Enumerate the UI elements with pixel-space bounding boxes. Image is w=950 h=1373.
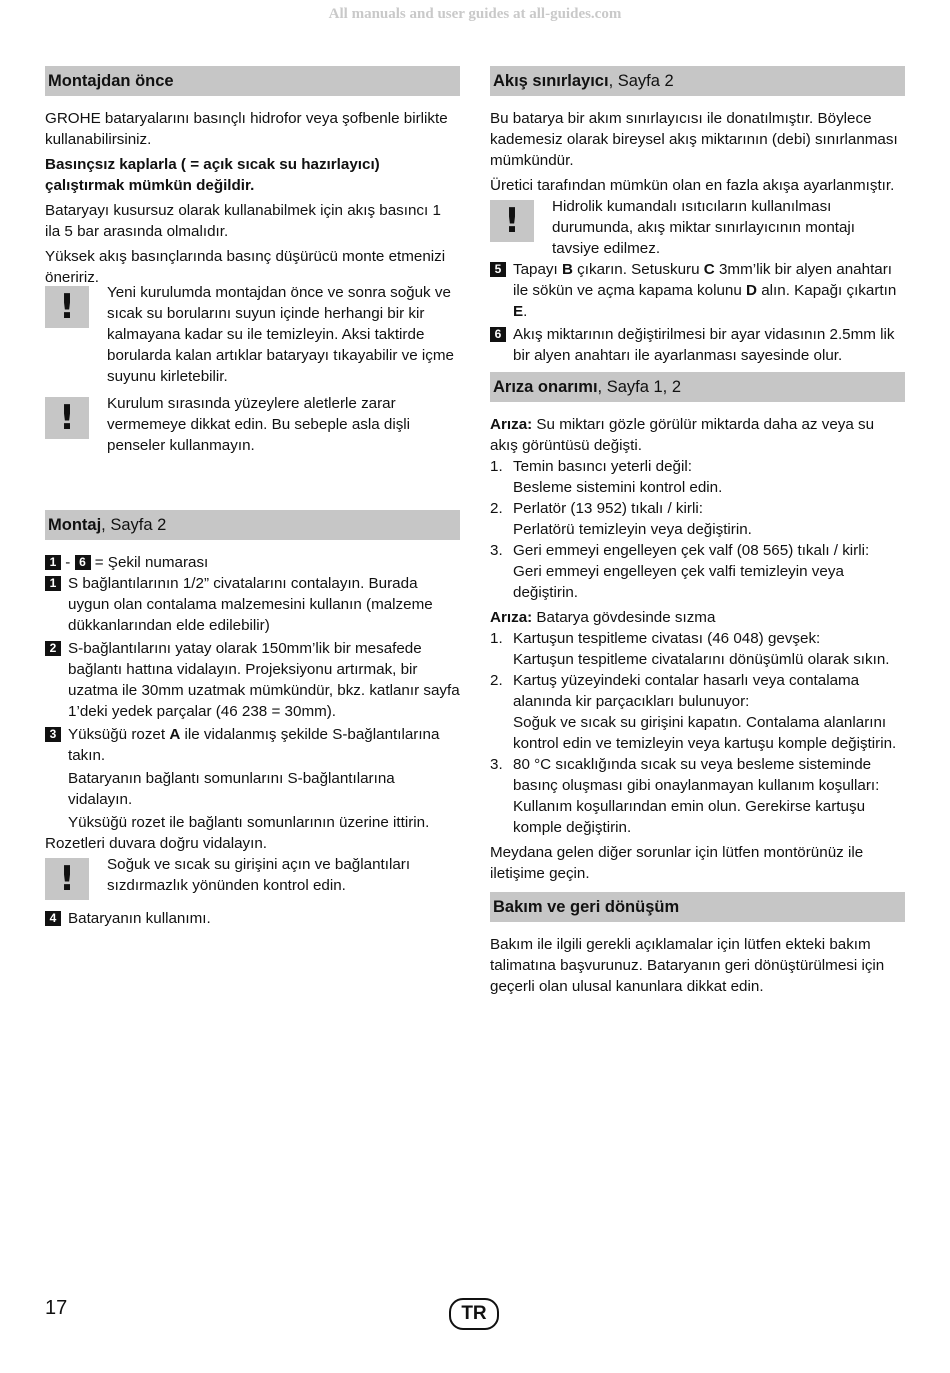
figure-number-badge: 6 [490,327,506,342]
paragraph: Bakım ile ilgili gerekli açıklamalar için lütfen ekteki bakım talimatına başvurunuz. Bataryanın geri dönüştürülmesi için geçerli olan ulusal kanunlara dikkat edin. [490,936,885,995]
fault-list [490,456,905,603]
right-column [490,66,905,1001]
section-header-montajdan: Montajdan önce [45,66,460,96]
warning-note [45,282,460,387]
fault-description: Arıza: Su miktarı gözle görülür miktarda daha az veya su akış görüntüsü değişti. [490,416,875,454]
step-3-continued: Bataryanın bağlantı somunlarını S-bağlantılarına vidalayın. [68,770,395,808]
warning-note [490,196,905,259]
list-item: 3. 80 °C sıcaklığında sıcak su veya besleme sisteminde basınç oluşması gibi onaylanmayan kullanım koşulları: Kullanım koşullarından emin olun. Gerekirse kartuşu komple değiştirin. [490,756,880,836]
left-column [45,66,460,931]
warning-text: Hidrolik kumandalı ısıtıcıların kullanılması durumunda, akış miktar sınırlayıcının montajı tavsiye edilmez. [552,198,856,257]
warning-icon: ! [45,858,89,900]
step-1: 1 S bağlantılarının 1/2” civatalarını contalayın. Burada uygun olan contalama malzemesini kullanın (malzeme dükkanlarından elde edilebilir) [45,573,460,636]
warning-note [45,854,460,900]
list-item: 2. Kartuş yüzeyindeki contalar hasarlı veya contalama alanında kir parçacıkları bulunuyor: Soğuk ve sıcak su girişini kapatın. Contalama alanlarını kontrol edin ve temizleyin veya kartuşu komple değiştirin. [490,672,897,752]
figure-number-badge: 4 [45,911,61,926]
section-header-ariza: Arıza onarımı, Sayfa 1, 2 [490,372,905,402]
warning-icon: ! [490,200,534,242]
paragraph: Üretici tarafından mümkün olan en fazla akışa ayarlanmıştır. [490,177,895,194]
figure-number-badge: 3 [45,727,61,742]
figure-number-badge: 1 [45,555,61,570]
warning-icon: ! [45,286,89,328]
paragraph-bold: Basınçsız kaplarla ( = açık sıcak su hazırlayıcı) çalıştırmak mümkün değildir. [45,156,380,194]
figure-number-badge: 5 [490,262,506,277]
watermark: All manuals and user guides at all-guides.com [328,6,622,22]
figure-number-badge: 1 [45,576,61,591]
section-header-montaj: Montaj, Sayfa 2 [45,510,460,540]
list-item: 2. Perlatör (13 952) tıkalı / kirli: Perlatörü temizleyin veya değiştirin. [490,500,752,538]
warning-text: Yeni kurulumda montajdan önce ve sonra soğuk ve sıcak su borularını suyun içinde herhangi bir kir kalmayana kadar su ile temizleyin. Aksi taktirde borularda kalan artıklar bataryayı tıkayabilir ve içme suyunu kirletebilir. [107,284,454,385]
step-4: 4 Bataryanın kullanımı. [45,908,460,929]
language-badge: TR [449,1298,499,1330]
figure-number-badge: 2 [45,641,61,656]
paragraph: Meydana gelen diğer sorunlar için lütfen montörünüz ile iletişime geçin. [490,844,864,882]
section-header-bakim: Bakım ve geri dönüşüm [490,892,905,922]
warning-note [45,393,460,456]
paragraph: Bu batarya bir akım sınırlayıcısı ile donatılmıştır. Böylece kademesiz olarak bireysel akış miktarının (debi) sınırlanması mümkündür. [490,110,898,169]
step-2: 2 S-bağlantılarını yatay olarak 150mm’lik bir mesafede bağlantı hattına vidalayın. Projeksiyonu artırmak, bir uzatma ile 30mm uzatmak mümkündür, bkz. katlanır sayfa 1’deki yedek parçalar (46 238 = 30mm). [45,638,460,722]
step-5: 5 Tapayı B çıkarın. Setuskuru C 3mm’lik bir alyen anahtarı ile sökün ve açma kapama kolunu D alın. Kapağı çıkartın E. [490,259,905,322]
list-item: 1. Temin basıncı yeterli değil: Besleme sistemini kontrol edin. [490,458,723,496]
figure-number-badge: 6 [75,555,91,570]
paragraph: GROHE bataryalarını basınçlı hidrofor veya şofbenle birlikte kullanabilirsiniz. [45,110,448,148]
fault-list [490,628,905,838]
step-3: 3 Yüksüğü rozet A ile vidalanmış şekilde S-bağlantılarına takın. [45,724,460,766]
paragraph: Yüksek akış basınçlarında basınç düşürücü monte etmenizi öneririz. [45,248,446,286]
warning-icon: ! [45,397,89,439]
paragraph: Bataryayı kusursuz olarak kullanabilmek için akış basıncı 1 ila 5 bar arasında olmalıdır. [45,202,441,240]
section-header-akis: Akış sınırlayıcı, Sayfa 2 [490,66,905,96]
figure-legend: 1 - 6 = Şekil numarası [45,552,460,573]
step-6: 6 Akış miktarının değiştirilmesi bir ayar vidasının 2.5mm lik bir alyen anahtarı ile ayarlanması sayesinde olur. [490,324,905,366]
warning-text: Kurulum sırasında yüzeylere aletlerle zarar vermemeye dikkat edin. Bu sebeple asla dişli penseler kullanmayın. [107,395,411,454]
fault-description: Arıza: Batarya gövdesinde sızma [490,609,716,626]
step-3-continued: Yüksüğü rozet ile bağlantı somunlarının üzerine ittirin. Rozetleri duvara doğru vidalayın. [45,814,430,852]
page-number: 17 [45,1297,68,1319]
warning-text: Soğuk ve sıcak su girişini açın ve bağlantıları sızdırmazlık yönünden kontrol edin. [107,856,411,894]
list-item: 1. Kartuşun tespitleme civatası (46 048) gevşek: Kartuşun tespitleme civatalarını dönüşümlü olarak sıkın. [490,630,890,668]
list-item: 3. Geri emmeyi engelleyen çek valf (08 565) tıkalı / kirli: Geri emmeyi engelleyen çek valfi temizleyin veya değiştirin. [490,542,870,601]
